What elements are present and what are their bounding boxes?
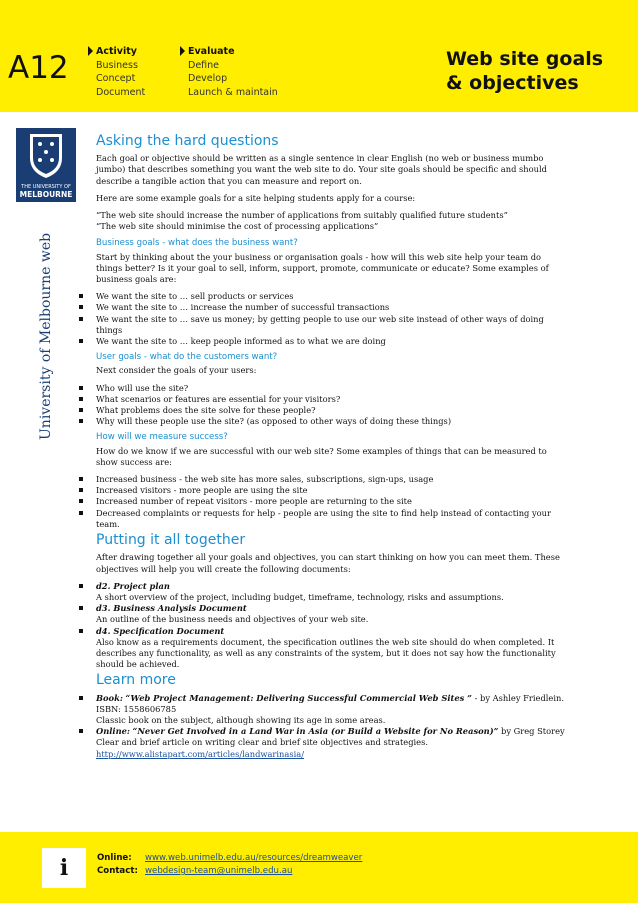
svg-text:THE UNIVERSITY OF: THE UNIVERSITY OF bbox=[21, 184, 71, 190]
list-item: We want the site to … increase the number of successful transactions bbox=[96, 302, 566, 313]
resources-list bbox=[96, 693, 566, 760]
activity-heading: Activity bbox=[96, 45, 145, 59]
main-content bbox=[96, 133, 566, 765]
activity-item: Concept bbox=[96, 73, 136, 84]
success-measures-list bbox=[96, 474, 566, 530]
list-item: We want the site to … keep people informed as to what we are doing bbox=[96, 336, 566, 347]
online-label: Online: bbox=[97, 853, 132, 863]
subsection-heading: Business goals - what does the business want? bbox=[96, 238, 298, 249]
activity-item: Document bbox=[96, 86, 146, 98]
quote-block: “The web site should increase the number of applications from suitably qualified future students” “The web site should minimise the cost of processing applications” bbox=[96, 210, 508, 232]
business-goals-list bbox=[96, 291, 566, 347]
paragraph: Here are some example goals for a site helping students apply for a course: bbox=[96, 192, 416, 203]
contact-email-link[interactable]: webdesign-team@unimelb.edu.au bbox=[145, 866, 293, 876]
list-item: Increased number of repeat visitors - more people are returning to the site bbox=[96, 496, 566, 507]
triangle-icon bbox=[180, 46, 185, 56]
article-link[interactable]: http://www.alistapart.com/articles/landwarinasia/ bbox=[96, 748, 304, 759]
paragraph: Next consider the goals of your users: bbox=[96, 365, 257, 376]
info-icon: i bbox=[42, 848, 86, 888]
list-item: We want the site to … save us money; by getting people to use our web site instead of other ways of doing things bbox=[96, 314, 566, 336]
list-item: Decreased complaints or requests for help - people are using the site to find help instead of contacting your team. bbox=[96, 508, 566, 530]
list-item: What scenarios or features are essential for your visitors? bbox=[96, 394, 566, 405]
subsection-heading: User goals - what do the customers want? bbox=[96, 352, 278, 363]
list-item: Online: “Never Get Involved in a Land War in Asia (or Build a Website for No Reason)” by Greg Storey Clear and brief article on writing clear and brief site objectives and strategies. http://www.alistapart.com/articles/landwarinasia/ bbox=[96, 726, 565, 759]
paragraph: Start by thinking about the your business or organisation goals - how will this web site help your team do things better? Is it your goal to sell, inform, support, promote, communicate or educate? Some examples of business goals are: bbox=[96, 251, 549, 285]
paragraph: How do we know if we are successful with our web site? Some examples of things that can be measured to show success are: bbox=[96, 445, 547, 467]
svg-text:MELBOURNE: MELBOURNE bbox=[19, 190, 73, 199]
page-code: A12 bbox=[8, 50, 69, 86]
list-item: d4. Specification Document Also know as a requirements document, the specification outlines the web site should do when completed. It describes any functionality, as well as any constraints of the system, but it does not say how the functionality should be achieved. bbox=[96, 626, 566, 671]
page-title: Web site goals & objectives bbox=[446, 48, 604, 94]
list-item: d2. Project plan A short overview of the project, including budget, timeframe, technology, risks and assumptions. bbox=[96, 581, 566, 603]
subsection-heading: How will we measure success? bbox=[96, 432, 228, 443]
evaluate-item: Define bbox=[188, 59, 220, 71]
evaluate-item: Launch & maintain bbox=[188, 86, 278, 98]
list-item: We want the site to … sell products or services bbox=[96, 291, 566, 302]
footer-info bbox=[97, 852, 362, 878]
section-heading: Learn more bbox=[96, 672, 176, 689]
section-heading: Asking the hard questions bbox=[96, 133, 279, 149]
paragraph: After drawing together all your goals and objectives, you can start thinking on how you can meet them. These objectives will help you will create the following documents: bbox=[96, 552, 560, 574]
evaluate-heading: Evaluate bbox=[188, 45, 278, 59]
sidebar bbox=[0, 112, 84, 832]
triangle-icon bbox=[88, 46, 93, 56]
list-item: Who will use the site? bbox=[96, 383, 566, 394]
user-goals-list bbox=[96, 383, 566, 428]
activity-item: Business bbox=[96, 59, 138, 71]
evaluate-item: Develop bbox=[188, 73, 228, 84]
section-heading: Putting it all together bbox=[96, 532, 246, 549]
list-item: What problems does the site solve for these people? bbox=[96, 405, 566, 416]
evaluate-column bbox=[188, 45, 278, 99]
list-item: d3. Business Analysis Document An outline of the business needs and objectives of your web site. bbox=[96, 603, 566, 625]
university-logo bbox=[16, 128, 76, 202]
activity-column bbox=[96, 45, 145, 99]
documents-list bbox=[96, 581, 566, 671]
online-link[interactable]: www.web.unimelb.edu.au/resources/dreamweaver bbox=[145, 853, 363, 863]
list-item: Book: “Web Project Management: Delivering Successful Commercial Web Sites ” - by Ashley Friedlein. ISBN: 1558606785 Classic book on the subject, although showing its age in some areas. bbox=[96, 693, 566, 727]
list-item: Increased business - the web site has more sales, subscriptions, sign-ups, usage bbox=[96, 474, 566, 485]
vertical-label: University of Melbourne web bbox=[38, 232, 54, 440]
list-item: Why will these people use the site? (as opposed to other ways of doing these things) bbox=[96, 416, 566, 427]
contact-label: Contact: bbox=[97, 866, 138, 876]
list-item: Increased visitors - more people are using the site bbox=[96, 485, 566, 496]
paragraph: Each goal or objective should be written as a single sentence in clear English (no web or business mumbo jumbo) that describes something you want the web site to do. Your site goals should be specific and should describe a tangible action that you can measure and report on. bbox=[96, 153, 547, 186]
